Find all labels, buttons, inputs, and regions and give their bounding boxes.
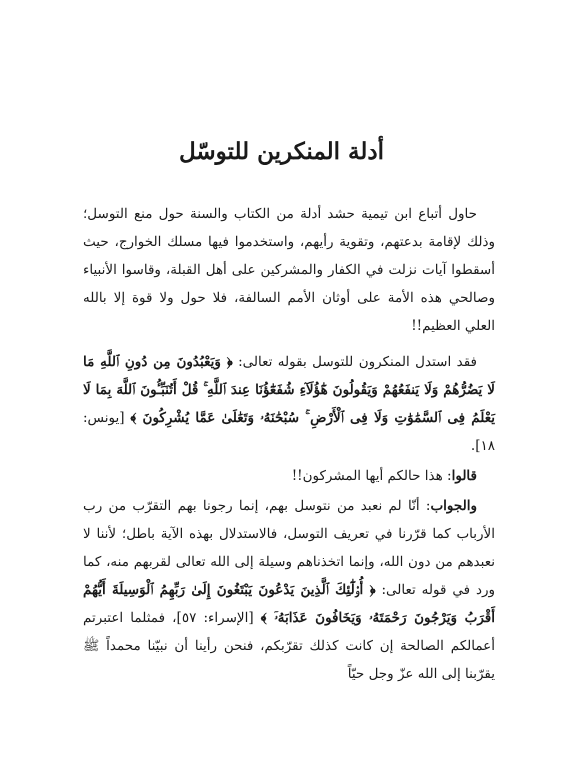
paragraph-4 xyxy=(83,492,495,688)
they-said-label: قالوا xyxy=(451,468,477,484)
answer-label: والجواب xyxy=(430,498,477,514)
verse-reference-yunus: [يونس: ١٨]. xyxy=(83,410,495,454)
paragraph-4-text-1: : أنّا لم نعبد من نتوسل بهم، إنما رجونا بهم التقرّب من رب الأرباب كما قرّرنا في تعريف التوسل، فالاستدلال بهذه الآية باطل؛ لأننا لا نعبدهم من دون الله، وإنما اتخذناهم وسيلة إلى الله تعالى لقربهم منه، كما ورد في قوله تعالى: xyxy=(83,498,496,598)
paragraph-4-text-2: [الإسراء: ٥٧]، فمثلما اعتبرتم أعمالكم الصالحة إن كانت كذلك تقرّبكم، فنحن رأينا أن نبيّنا محمداً ﷺ يقرّبنا إلى الله عزّ وجل حيّاً xyxy=(83,610,495,682)
quran-verse-yunus: ﴿ وَيَعْبُدُونَ مِن دُونِ ٱللَّهِ مَا لَا يَضُرُّهُمْ وَلَا يَنفَعُهُمْ وَيَقُولُونَ هَٰٓؤُلَآءِ شُفَعَٰٓؤُنَا عِندَ ٱللَّهِ ۚ قُلْ أَتُنَبِّـُٔونَ ٱللَّهَ بِمَا لَا يَعْلَمُ فِى ٱلسَّمَٰوَٰتِ وَلَا فِى ٱلْأَرْضِ ۚ سُبْحَٰنَهُۥ وَتَعَٰلَىٰ عَمَّا يُشْرِكُونَ ﴾ xyxy=(83,354,495,426)
chapter-title: أدلة المنكرين للتوسّل xyxy=(178,138,385,165)
paragraph-3 xyxy=(83,462,495,490)
paragraph-2 xyxy=(83,348,495,460)
paragraph-1: حاول أتباع ابن تيمية حشد أدلة من الكتاب والسنة حول منع التوسل؛ وذلك لإقامة بدعتهم، وتقوية رأيهم، واستخدموا فيها مسلك الخوارج، حيث أسقطوا آيات نزلت في الكفار والمشركين على أهل القبلة، وقاسوا الأنبياء وصالحي هذه الأمة على أوثان الأمم السالفة، فلا حول ولا قوة إلا بالله العلي العظيم!! xyxy=(83,206,495,334)
paragraph-3-text: : هذا حالكم أيها المشركون!! xyxy=(291,468,452,484)
page-body xyxy=(83,200,495,696)
quran-verse-isra: ﴿ أُو۟لَٰٓئِكَ ٱلَّذِينَ يَدْعُونَ يَبْتَغُونَ إِلَىٰ رَبِّهِمُ ٱلْوَسِيلَةَ أَيُّهُمْ أَقْرَبُ وَيَرْجُونَ رَحْمَتَهُۥ وَيَخَافُونَ عَذَابَهُۥٓ ﴾ xyxy=(83,582,495,626)
paragraph-2-intro: فقد استدل المنكرون للتوسل بقوله تعالى: xyxy=(232,354,477,370)
